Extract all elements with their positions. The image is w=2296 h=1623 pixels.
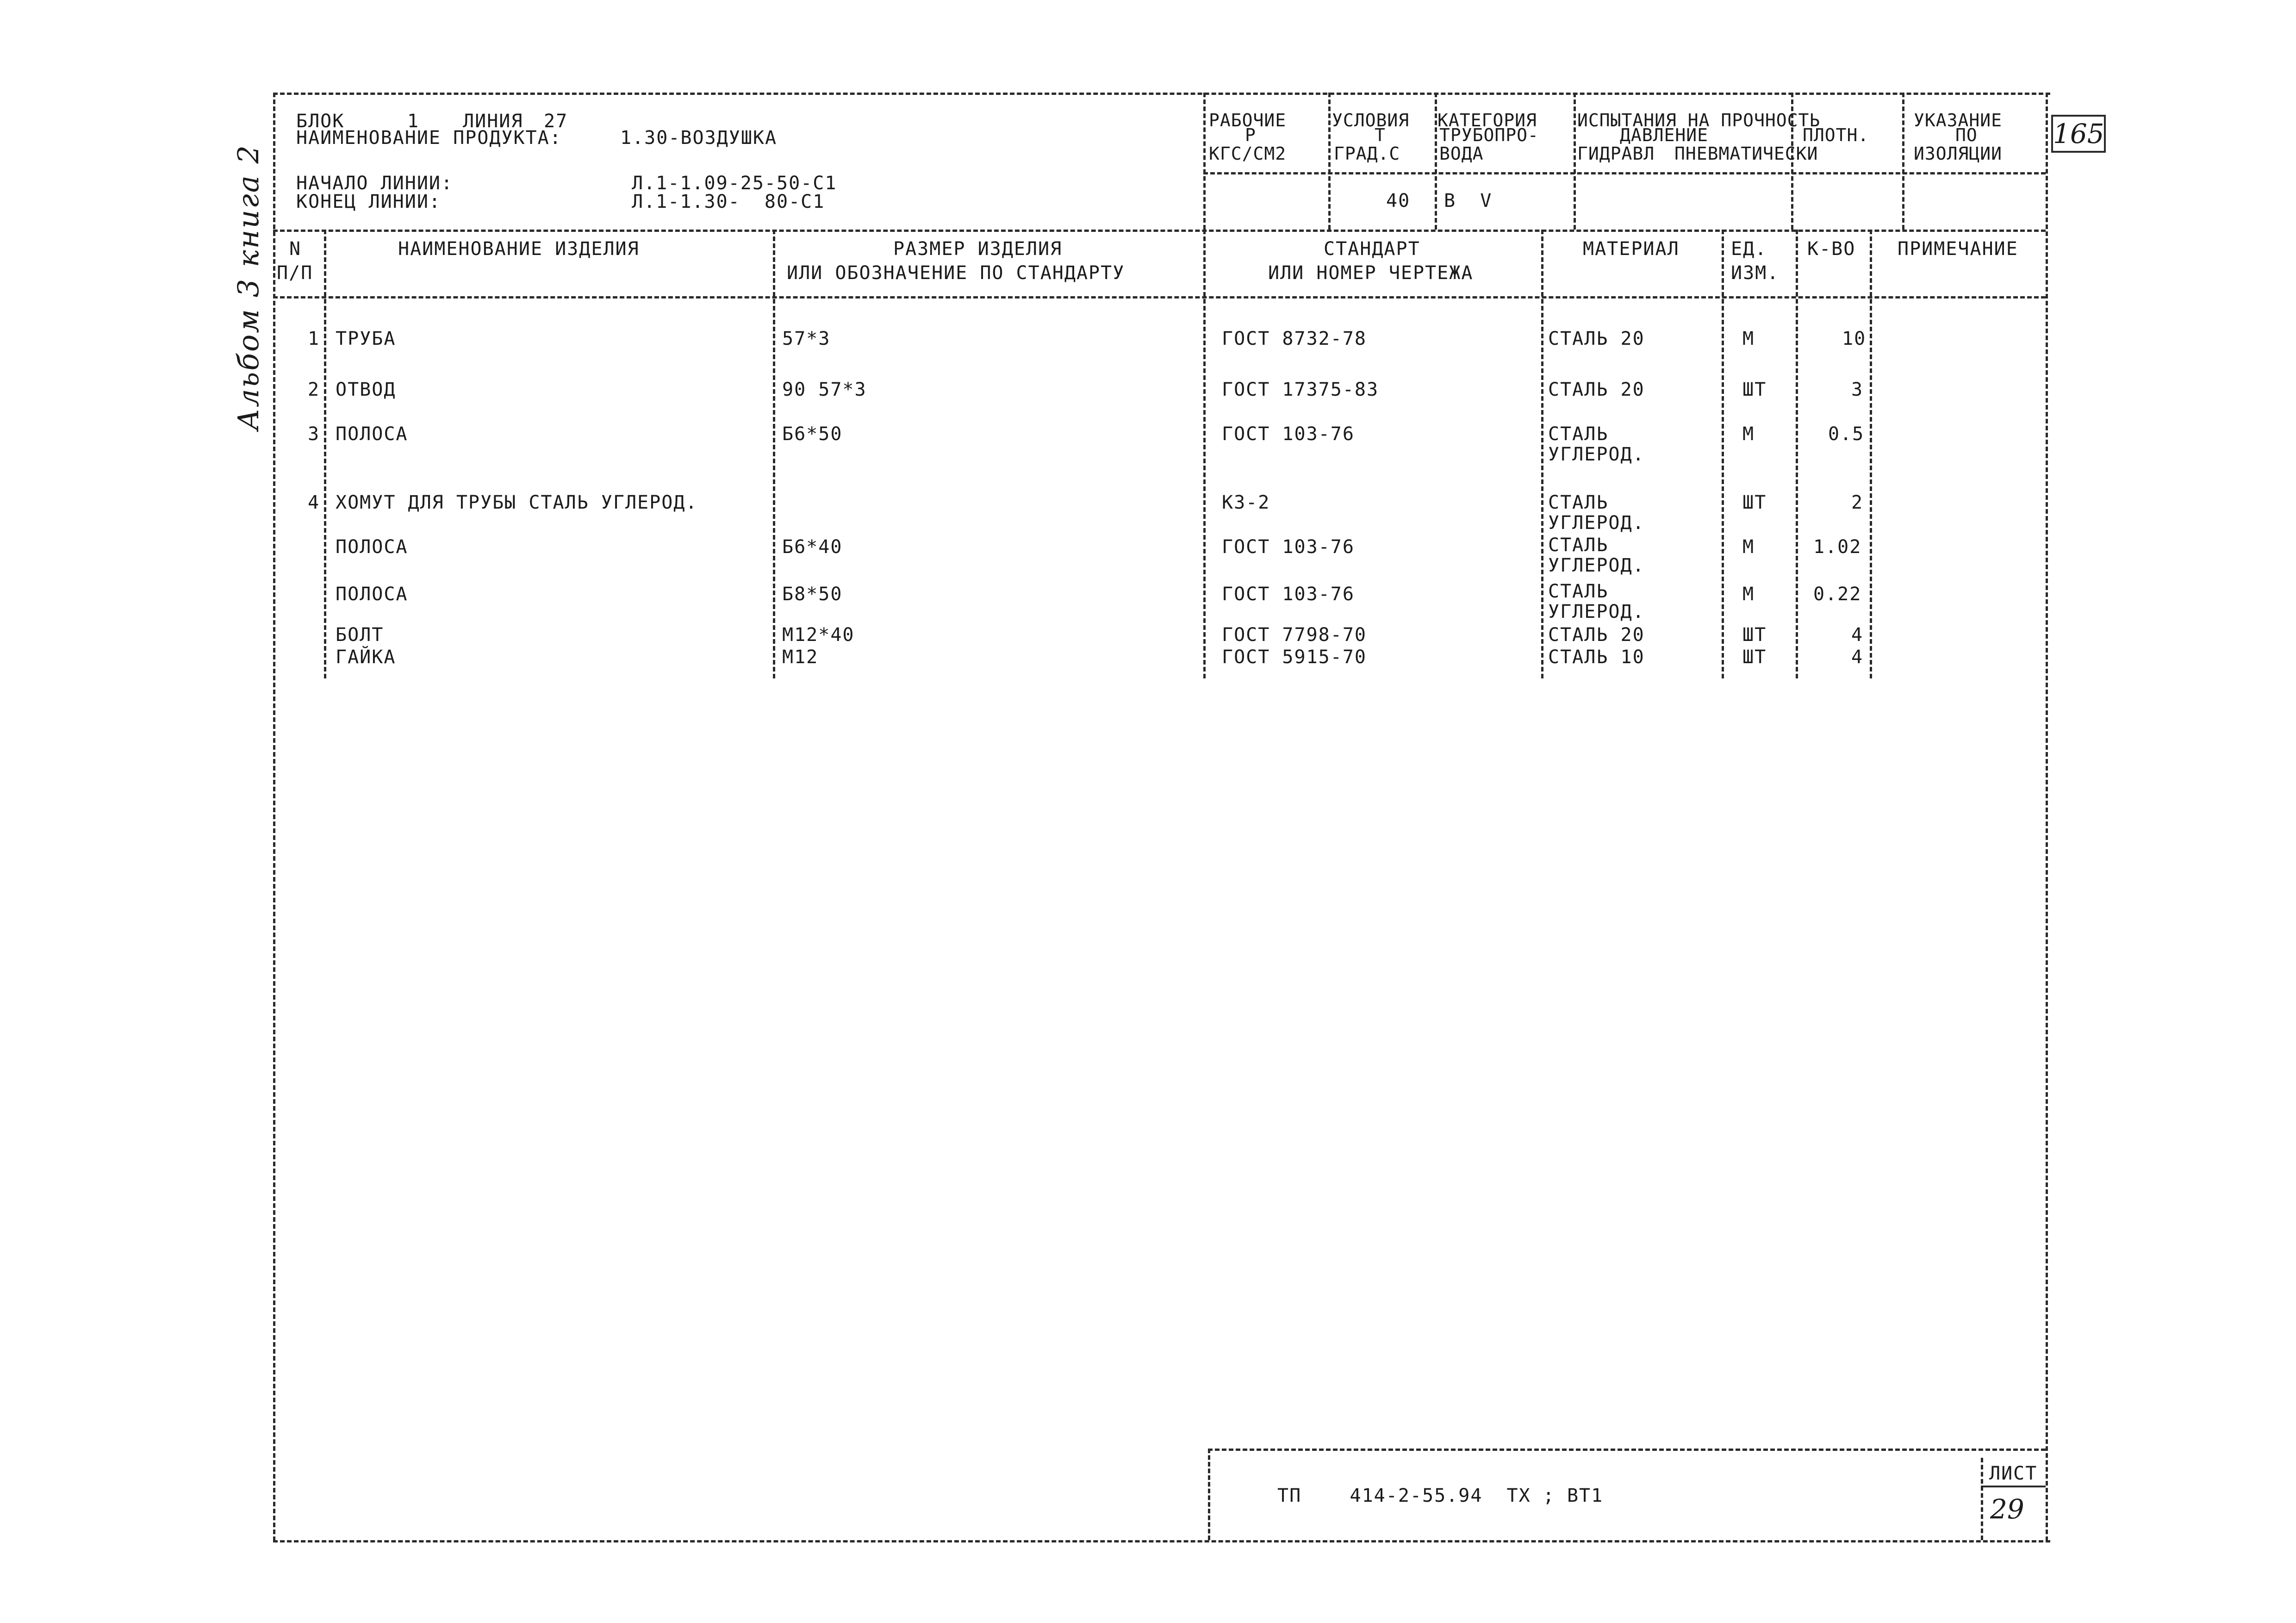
- row5-size: Б6*40: [782, 536, 843, 558]
- spine-note: Альбом 3 книга 2: [231, 144, 265, 430]
- row5-material: СТАЛЬ УГЛЕРОД.: [1548, 535, 1645, 576]
- row8-qty: 4: [1851, 647, 1864, 668]
- row6-standard: ГОСТ 103-76: [1222, 584, 1355, 605]
- row7-standard: ГОСТ 7798-70: [1222, 624, 1367, 646]
- row4-name: ХОМУТ ДЛЯ ТРУБЫ СТАЛЬ УГЛЕРОД.: [336, 492, 698, 513]
- row1-unit: М: [1742, 328, 1755, 349]
- row8-material: СТАЛЬ 10: [1548, 647, 1645, 668]
- row4-num: 4: [308, 492, 320, 513]
- stamp-sheet-divider: [1981, 1458, 1983, 1540]
- stamp-code: ТП 414-2-55.94 ТХ ; ВТ1: [1277, 1485, 1604, 1506]
- col-size-head-2: ИЛИ ОБОЗНАЧЕНИЕ ПО СТАНДАРТУ: [787, 262, 1125, 284]
- cond-col5-line1: ПЛОТН.: [1803, 125, 1869, 145]
- row7-name: БОЛТ: [336, 624, 384, 646]
- row3-size: Б6*50: [782, 423, 843, 445]
- cond-col2-line2: Т: [1375, 125, 1386, 145]
- row1-qty: 10: [1842, 328, 1867, 349]
- row8-name: ГАЙКА: [336, 647, 396, 668]
- row6-size: Б8*50: [782, 584, 843, 605]
- row4-standard: К3-2: [1222, 492, 1270, 513]
- col-standard-head-2: ИЛИ НОМЕР ЧЕРТЕЖА: [1268, 262, 1474, 284]
- row1-num: 1: [308, 328, 320, 349]
- col-vline-standard: [1541, 230, 1543, 678]
- cond-col3-line1: КАТЕГОРИЯ: [1437, 110, 1537, 131]
- row7-qty: 4: [1851, 624, 1864, 646]
- row8-standard: ГОСТ 5915-70: [1222, 647, 1367, 668]
- frame-left-line: [273, 93, 275, 1541]
- col-unit-head-1: ЕД.: [1731, 238, 1767, 260]
- cond-vline-4: [1574, 93, 1576, 230]
- frame-bottom-line: [273, 1540, 2050, 1542]
- cond-col6-line1: УКАЗАНИЕ: [1914, 110, 2003, 131]
- row8-unit: ШТ: [1742, 647, 1767, 668]
- col-qty-head: К-ВО: [1807, 238, 1856, 260]
- end-value: Л.1-1.30- 80-С1: [632, 191, 825, 212]
- cond-vline-6: [1902, 93, 1904, 230]
- row1-standard: ГОСТ 8732-78: [1222, 328, 1367, 349]
- line-label: ЛИНИЯ: [463, 111, 523, 132]
- product-value: 1.30-ВОЗДУШКА: [620, 127, 778, 149]
- cond-col1-line1: РАБОЧИЕ: [1209, 110, 1287, 131]
- cond-col1-line3: КГС/СМ2: [1209, 143, 1287, 164]
- row2-standard: ГОСТ 17375-83: [1222, 379, 1379, 400]
- cond-col4-line2: ДАВЛЕНИЕ: [1620, 125, 1709, 145]
- columns-bottom-line: [273, 296, 2046, 298]
- row5-name: ПОЛОСА: [336, 536, 408, 558]
- row6-name: ПОЛОСА: [336, 584, 408, 605]
- stamp-sheet-label: ЛИСТ: [1989, 1463, 2038, 1484]
- stamp-sheet-line: [1981, 1486, 2046, 1487]
- row3-unit: М: [1742, 423, 1755, 445]
- cond-vline-3: [1435, 93, 1437, 230]
- col-num-head-2: П/П: [277, 262, 313, 284]
- stamp-sheet-value: 29: [1990, 1493, 2024, 1525]
- stamp-top-line: [1208, 1449, 2046, 1451]
- cond-temp-value: 40: [1386, 190, 1411, 211]
- cond-col6-line2: ПО: [1955, 125, 1978, 145]
- col-vline-name: [773, 230, 775, 678]
- row2-num: 2: [308, 379, 320, 400]
- col-note-head: ПРИМЕЧАНИЕ: [1898, 238, 2018, 260]
- row4-unit: ШТ: [1742, 492, 1767, 513]
- frame-right-line: [2046, 93, 2048, 1541]
- row3-standard: ГОСТ 103-76: [1222, 423, 1355, 445]
- row5-unit: М: [1742, 536, 1755, 558]
- col-unit-head-2: ИЗМ.: [1731, 262, 1780, 284]
- col-num-head-1: N: [289, 238, 302, 260]
- col-vline-qty: [1870, 230, 1872, 678]
- cond-category-value: В V: [1444, 190, 1493, 211]
- row5-qty: 1.02: [1813, 536, 1862, 558]
- row6-qty: 0.22: [1813, 584, 1862, 605]
- row3-qty: 0.5: [1828, 423, 1865, 445]
- cond-col6-line3: ИЗОЛЯЦИИ: [1914, 143, 2003, 164]
- cond-col4-line1: ИСПЫТАНИЯ НА ПРОЧНОСТЬ: [1577, 110, 1821, 131]
- row1-size: 57*3: [782, 328, 831, 349]
- cond-col2-line1: УСЛОВИЯ: [1332, 110, 1410, 131]
- cond-vline-2: [1328, 93, 1331, 230]
- row4-qty: 2: [1851, 492, 1864, 513]
- row2-unit: ШТ: [1742, 379, 1767, 400]
- cond-col4-line4: ПНЕВМАТИЧЕСКИ: [1674, 143, 1818, 164]
- col-standard-head-1: СТАНДАРТ: [1324, 238, 1420, 260]
- row8-size: М12: [782, 647, 819, 668]
- block-value: 1: [407, 111, 420, 132]
- col-vline-num: [324, 230, 326, 678]
- header-bottom-line: [273, 230, 2046, 232]
- line-value: 27: [544, 111, 568, 132]
- frame-top-line: [273, 93, 2050, 95]
- cond-col1-line2: Р: [1245, 125, 1256, 145]
- end-label: КОНЕЦ ЛИНИИ:: [296, 191, 441, 212]
- page-number-box: 165: [2051, 115, 2106, 153]
- cond-col3-line2: ТРУБОПРО-: [1439, 125, 1539, 145]
- product-label: НАИМЕНОВАНИЕ ПРОДУКТА:: [296, 127, 562, 149]
- row1-name: ТРУБА: [336, 328, 396, 349]
- row3-num: 3: [308, 423, 320, 445]
- col-vline-size: [1203, 230, 1206, 678]
- block-label: БЛОК: [296, 111, 345, 132]
- row2-name: ОТВОД: [336, 379, 396, 400]
- row2-qty: 3: [1851, 379, 1864, 400]
- col-material-head: МАТЕРИАЛ: [1583, 238, 1680, 260]
- col-name-head: НАИМЕНОВАНИЕ ИЗДЕЛИЯ: [398, 238, 640, 260]
- col-vline-unit: [1796, 230, 1798, 678]
- cond-col4-line3: ГИДРАВЛ: [1577, 143, 1655, 164]
- row2-material: СТАЛЬ 20: [1548, 379, 1645, 400]
- start-value: Л.1-1.09-25-50-С1: [632, 173, 837, 194]
- row6-unit: М: [1742, 584, 1755, 605]
- cond-vline-1: [1203, 93, 1206, 230]
- row7-unit: ШТ: [1742, 624, 1767, 646]
- row7-size: М12*40: [782, 624, 855, 646]
- row7-material: СТАЛЬ 20: [1548, 624, 1645, 646]
- row3-name: ПОЛОСА: [336, 423, 408, 445]
- col-vline-material: [1722, 230, 1724, 678]
- row3-material: СТАЛЬ УГЛЕРОД.: [1548, 423, 1645, 465]
- row6-material: СТАЛЬ УГЛЕРОД.: [1548, 581, 1645, 622]
- row1-material: СТАЛЬ 20: [1548, 328, 1645, 349]
- row2-size: 90 57*3: [782, 379, 867, 400]
- col-size-head-1: РАЗМЕР ИЗДЕЛИЯ: [893, 238, 1063, 260]
- cond-col3-line3: ВОДА: [1439, 143, 1484, 164]
- start-label: НАЧАЛО ЛИНИИ:: [296, 173, 454, 194]
- stamp-left-line: [1208, 1449, 1210, 1540]
- row4-material: СТАЛЬ УГЛЕРОД.: [1548, 492, 1645, 534]
- row5-standard: ГОСТ 103-76: [1222, 536, 1355, 558]
- cond-col2-line3: ГРАД.С: [1334, 143, 1400, 164]
